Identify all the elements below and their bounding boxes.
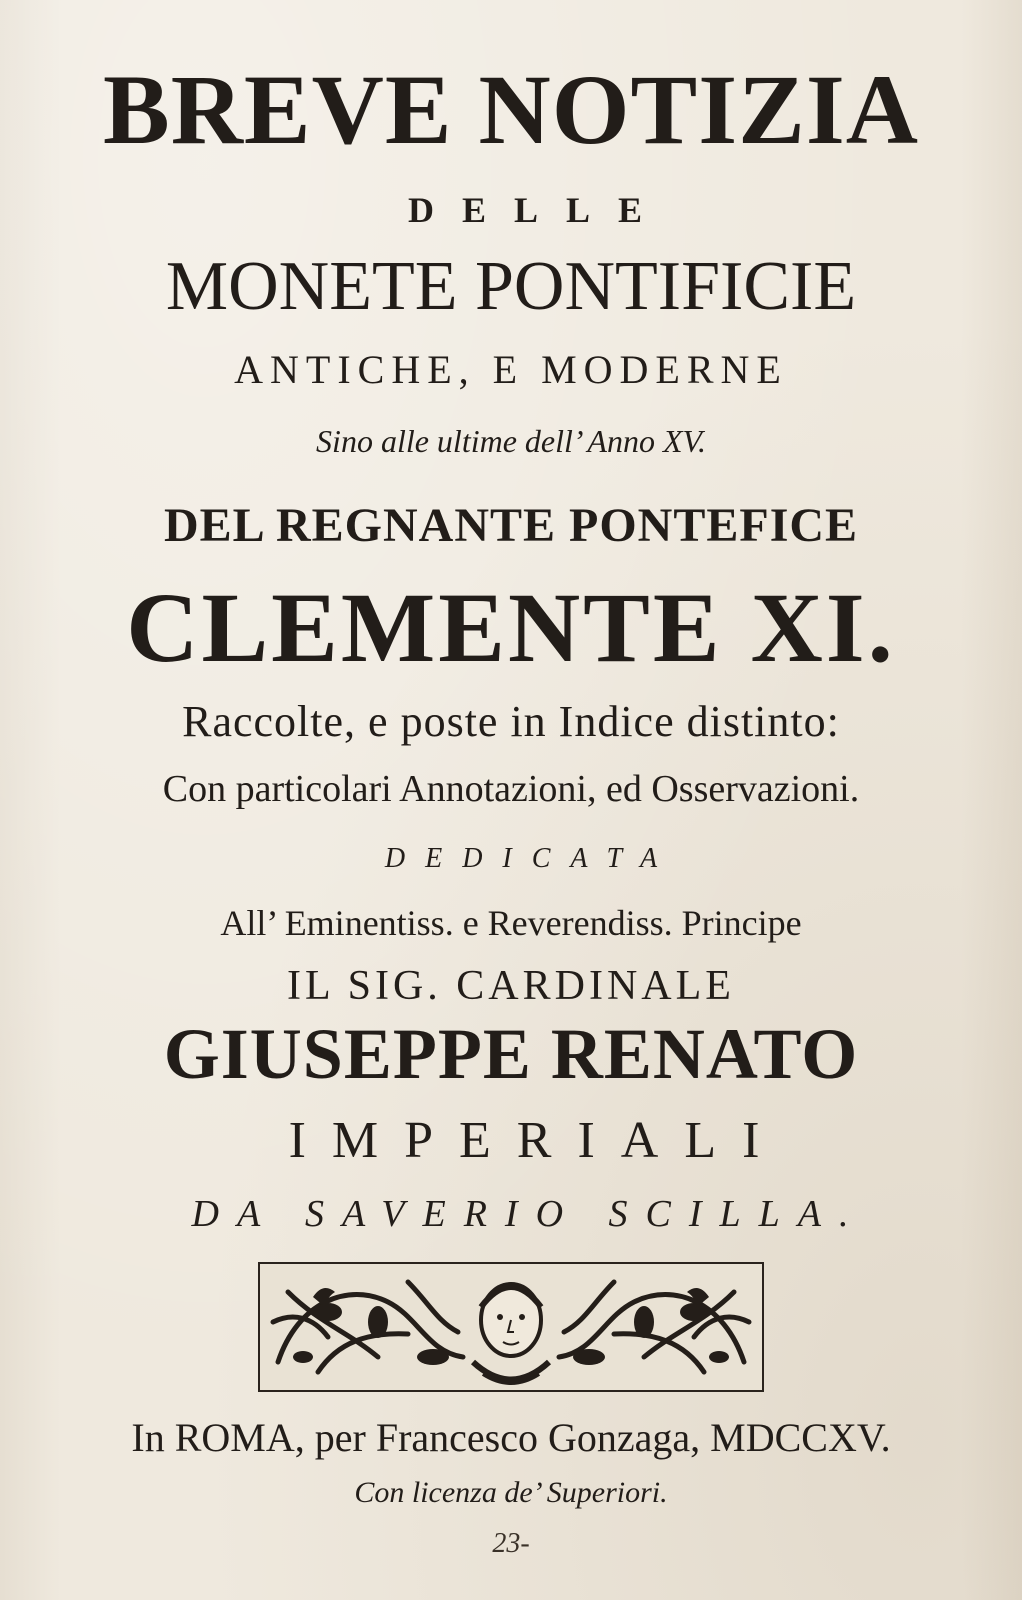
title-line-regnante-pontefice: DEL REGNANTE PONTEFICE <box>163 499 859 552</box>
woodcut-ornament-icon <box>258 1262 764 1392</box>
title-line-breve-notizia: BREVE NOTIZIA <box>103 54 919 165</box>
title-line-author: DA SAVERIO SCILLA. <box>191 1193 867 1235</box>
title-line-dedicata: DEDICATA <box>384 843 678 874</box>
imprint-line: In ROMA, per Francesco Gonzaga, MDCCXV. <box>131 1415 891 1460</box>
title-line-raccolte: Raccolte, e poste in Indice distinto: <box>182 697 840 746</box>
license-line: Con licenza de’ Superiori. <box>354 1476 668 1509</box>
title-line-delle: DELLE <box>407 190 671 230</box>
title-line-antiche-moderne: ANTICHE, E MODERNE <box>234 347 788 392</box>
title-line-eminentiss: All’ Eminentiss. e Reverendiss. Principe <box>220 903 802 943</box>
title-line-sino-alle-ultime: Sino alle ultime dell’ Anno XV. <box>316 423 706 459</box>
title-line-monete-pontificie: MONETE PONTIFICIE <box>165 248 857 325</box>
title-line-giuseppe-renato: GIUSEPPE RENATO <box>163 1014 859 1094</box>
title-line-annotazioni: Con particolari Annotazioni, ed Osservazioni. <box>162 768 860 810</box>
handwritten-number: 23- <box>492 1528 530 1559</box>
title-line-cardinale: IL SIG. CARDINALE <box>287 963 735 1009</box>
title-line-clemente-xi: CLEMENTE XI. <box>126 572 896 683</box>
title-line-imperiali: IMPERIALI <box>288 1112 786 1169</box>
